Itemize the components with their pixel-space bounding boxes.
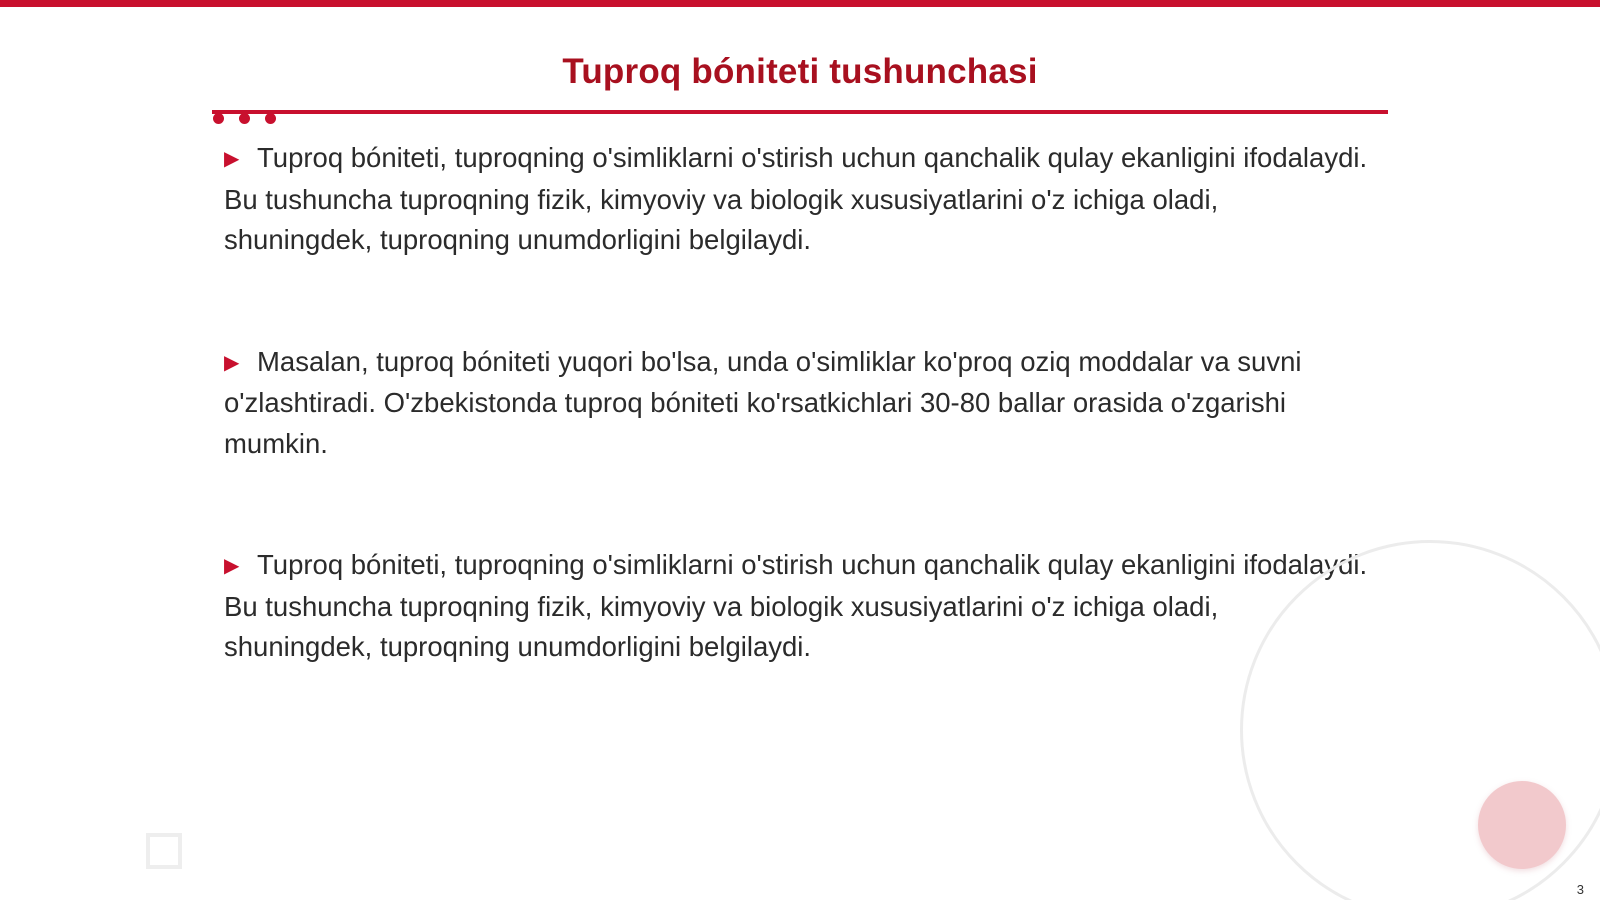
bullet-text: Masalan, tuproq bóniteti yuqori bo'lsa, unda o'simliklar ko'proq oziq moddalar va suvni o'zlashtiradi. O'zbekistonda tuproq bóniteti ko'rsatkichlari 30-80 ballar orasida o'zgarishi mumkin. <box>224 345 1302 459</box>
bullet-item <box>224 545 1374 668</box>
bullet-item <box>224 342 1374 465</box>
page-number: 3 <box>1576 882 1584 897</box>
slide-title: Tuproq bóniteti tushunchasi <box>562 52 1038 91</box>
bullet-text: Tuproq bóniteti, tuproqning o'simliklarni o'stirish uchun qanchalik qulay ekanligini ifodalaydi. Bu tushuncha tuproqning fizik, kimyoviy va biologik xususiyatlarini o'z ichiga oladi, shuningdek, tuproqning unumdorligini belgilaydi. <box>224 142 1368 255</box>
decorative-dot <box>265 113 276 124</box>
decorative-pink-circle <box>1478 781 1566 869</box>
bullet-list <box>224 138 1374 749</box>
decorative-square <box>146 833 182 869</box>
top-accent-bar <box>0 0 1600 7</box>
triangle-bullet-icon: ▶ <box>224 555 240 577</box>
bullet-item <box>224 138 1374 261</box>
triangle-bullet-icon: ▶ <box>224 148 240 170</box>
bullet-text: Tuproq bóniteti, tuproqning o'simliklarni o'stirish uchun qanchalik qulay ekanligini ifodalaydi. Bu tushuncha tuproqning fizik, kimyoviy va biologik xususiyatlarini o'z ichiga oladi, shuningdek, tuproqning unumdorligini belgilaydi. <box>224 549 1368 662</box>
title-underline <box>212 110 1388 114</box>
decorative-dot <box>213 113 224 124</box>
decorative-dot <box>239 113 250 124</box>
triangle-bullet-icon: ▶ <box>224 351 240 374</box>
